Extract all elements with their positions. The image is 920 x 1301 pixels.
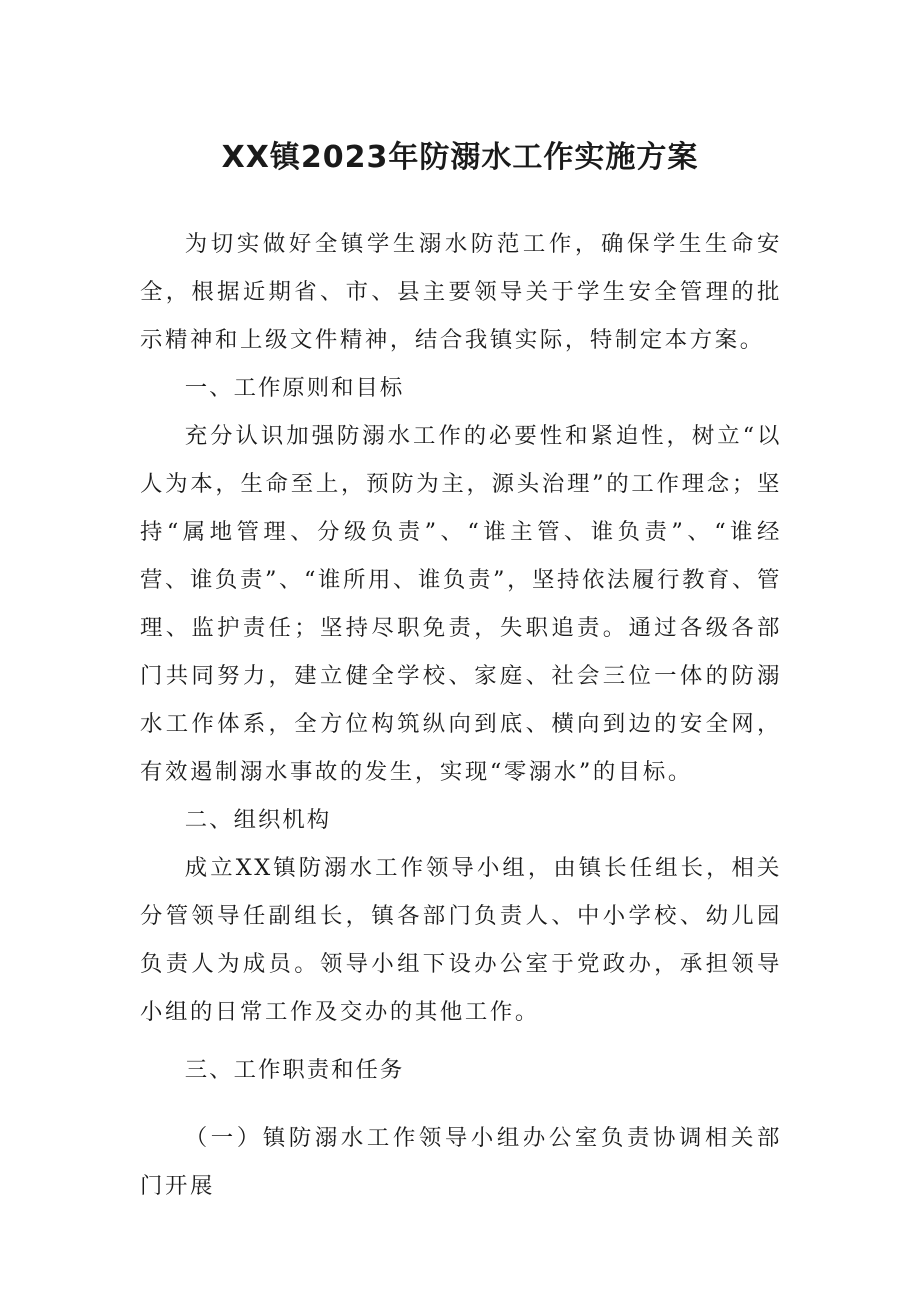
intro-paragraph: 为切实做好全镇学生溺水防范工作，确保学生生命安全，根据近期省、市、县主要领导关于学生安全管理的批示精神和上级文件精神，结合我镇实际，特制定本方案。 [140,231,782,353]
section-3-heading: 三、工作职责和任务 [184,1057,405,1083]
section-3-item-1: （一）镇防溺水工作领导小组办公室负责协调相关部门开展 [140,1125,782,1199]
section-1-heading: 一、工作原则和目标 [184,375,405,401]
section-2-heading: 二、组织机构 [184,807,332,833]
section-2-body: 成立XX镇防溺水工作领导小组，由镇长任组长，相关分管领导任副组长，镇各部门负责人、中小学校、幼儿园负责人为成员。领导小组下设办公室于党政办，承担领导小组的日常工作及交办的其他工作。 [140,855,782,1025]
document-body [140,220,782,1210]
document-title: XX镇2023年防溺水工作实施方案 [221,140,699,175]
section-1-body: 充分认识加强防溺水工作的必要性和紧迫性，树立“以人为本，生命至上，预防为主，源头治理”的工作理念；坚持“属地管理、分级负责”、“谁主管、谁负责”、“谁经营、谁负责”、“谁所用、谁负责”，坚持依法履行教育、管理、监护责任；坚持尽职免责，失职追责。通过各级各部门共同努力，建立健全学校、家庭、社会三位一体的防溺水工作体系，全方位构筑纵向到底、横向到边的安全网，有效遏制溺水事故的发生，实现“零溺水”的目标。 [140,423,782,785]
